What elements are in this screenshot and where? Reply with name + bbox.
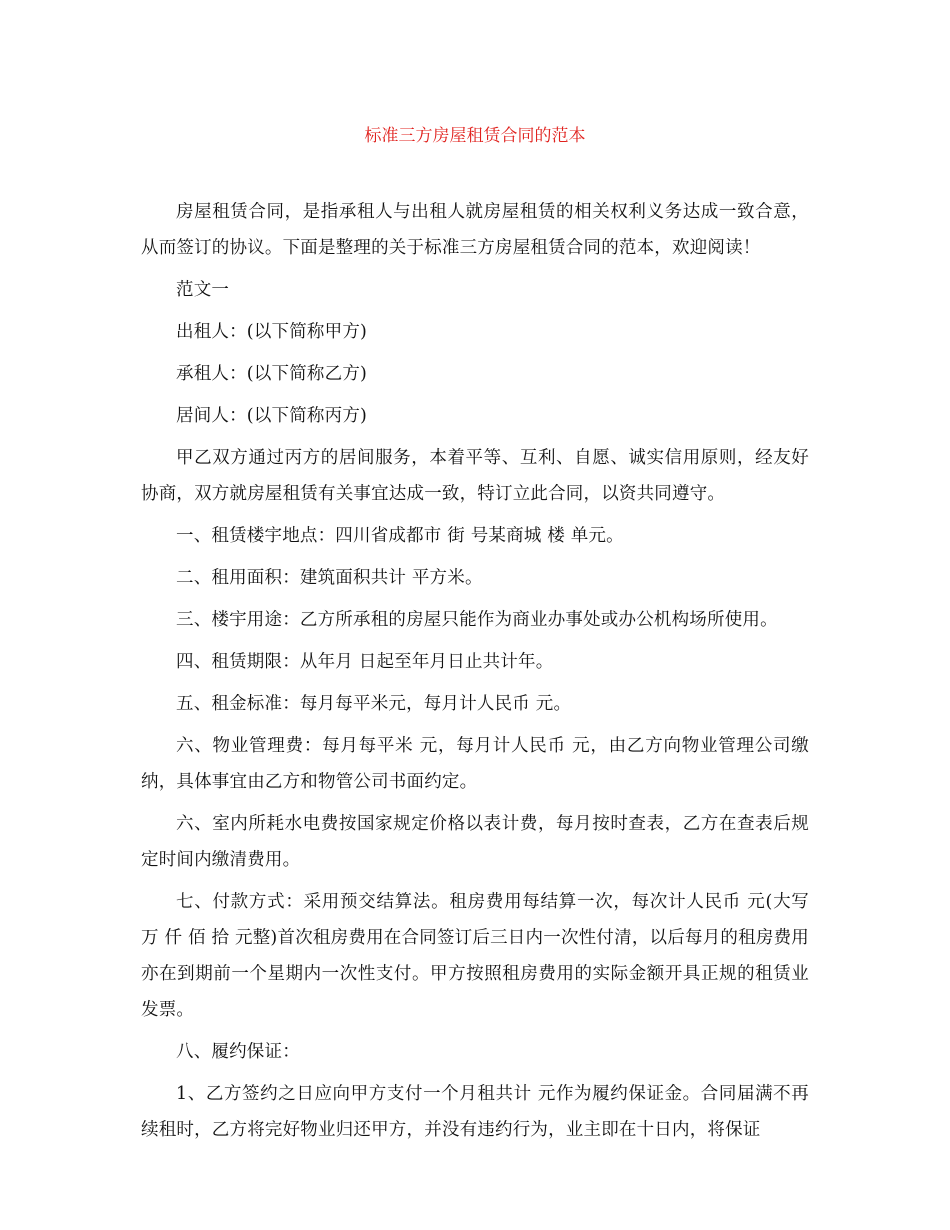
paragraph-clause-deposit: 1、乙方签约之日应向甲方支付一个月租共计 元作为履约保证金。合同届满不再续租时，乙方将完好物业归还甲方，并没有违约行为，业主即在十日内，将保证 bbox=[141, 1084, 809, 1140]
paragraph-clause-term: 四、租赁期限：从年月 日起至年月日止共计年。 bbox=[176, 652, 554, 672]
paragraph-clause-guarantee: 八、履约保证： bbox=[176, 1042, 300, 1062]
paragraph-intro: 房屋租赁合同，是指承租人与出租人就房屋租赁的相关权利义务达成一致合意，从而签订的协议。下面是整理的关于标准三方房屋租赁合同的范本，欢迎阅读！ bbox=[141, 202, 809, 258]
paragraph-clause-rent: 五、租金标准：每月每平米元，每月计人民币 元。 bbox=[176, 694, 572, 714]
paragraph-intermediary: 居间人：(以下简称丙方) bbox=[176, 406, 368, 426]
paragraph-lessee: 承租人：(以下简称乙方) bbox=[176, 364, 368, 384]
paragraph-clause-payment: 七、付款方式：采用预交结算法。租房费用每结算一次，每次计人民币 元(大写 万 仟 佰 拾 元整)首次租房费用在合同签订后三日内一次性付清，以后每月的租房费用亦在到期前一个星期内一次性支付。甲方按照租房费用的实际金额开具正规的租赁业发票。 bbox=[141, 892, 809, 1020]
paragraph-sample-heading: 范文一 bbox=[176, 280, 230, 300]
paragraph-clause-area: 二、租用面积：建筑面积共计 平方米。 bbox=[176, 568, 483, 588]
paragraph-agreement: 甲乙双方通过丙方的居间服务，本着平等、互利、自愿、诚实信用原则，经友好协商，双方就房屋租赁有关事宜达成一致，特订立此合同，以资共同遵守。 bbox=[141, 448, 809, 504]
paragraph-clause-utilities: 六、室内所耗水电费按国家规定价格以表计费，每月按时查表，乙方在查表后规定时间内缴清费用。 bbox=[141, 814, 809, 870]
document-body bbox=[141, 194, 809, 1154]
paragraph-clause-property-fee: 六、物业管理费：每月每平米 元，每月计人民币 元，由乙方向物业管理公司缴纳，具体事宜由乙方和物管公司书面约定。 bbox=[141, 736, 809, 792]
paragraph-clause-location: 一、租赁楼宇地点：四川省成都市 街 号某商城 楼 单元。 bbox=[176, 526, 624, 546]
document-title: 标准三方房屋租赁合同的范本 bbox=[364, 126, 586, 146]
paragraph-lessor: 出租人：(以下简称甲方) bbox=[176, 322, 368, 342]
paragraph-clause-usage: 三、楼宇用途：乙方所承租的房屋只能作为商业办事处或办公机构场所使用。 bbox=[176, 610, 778, 630]
